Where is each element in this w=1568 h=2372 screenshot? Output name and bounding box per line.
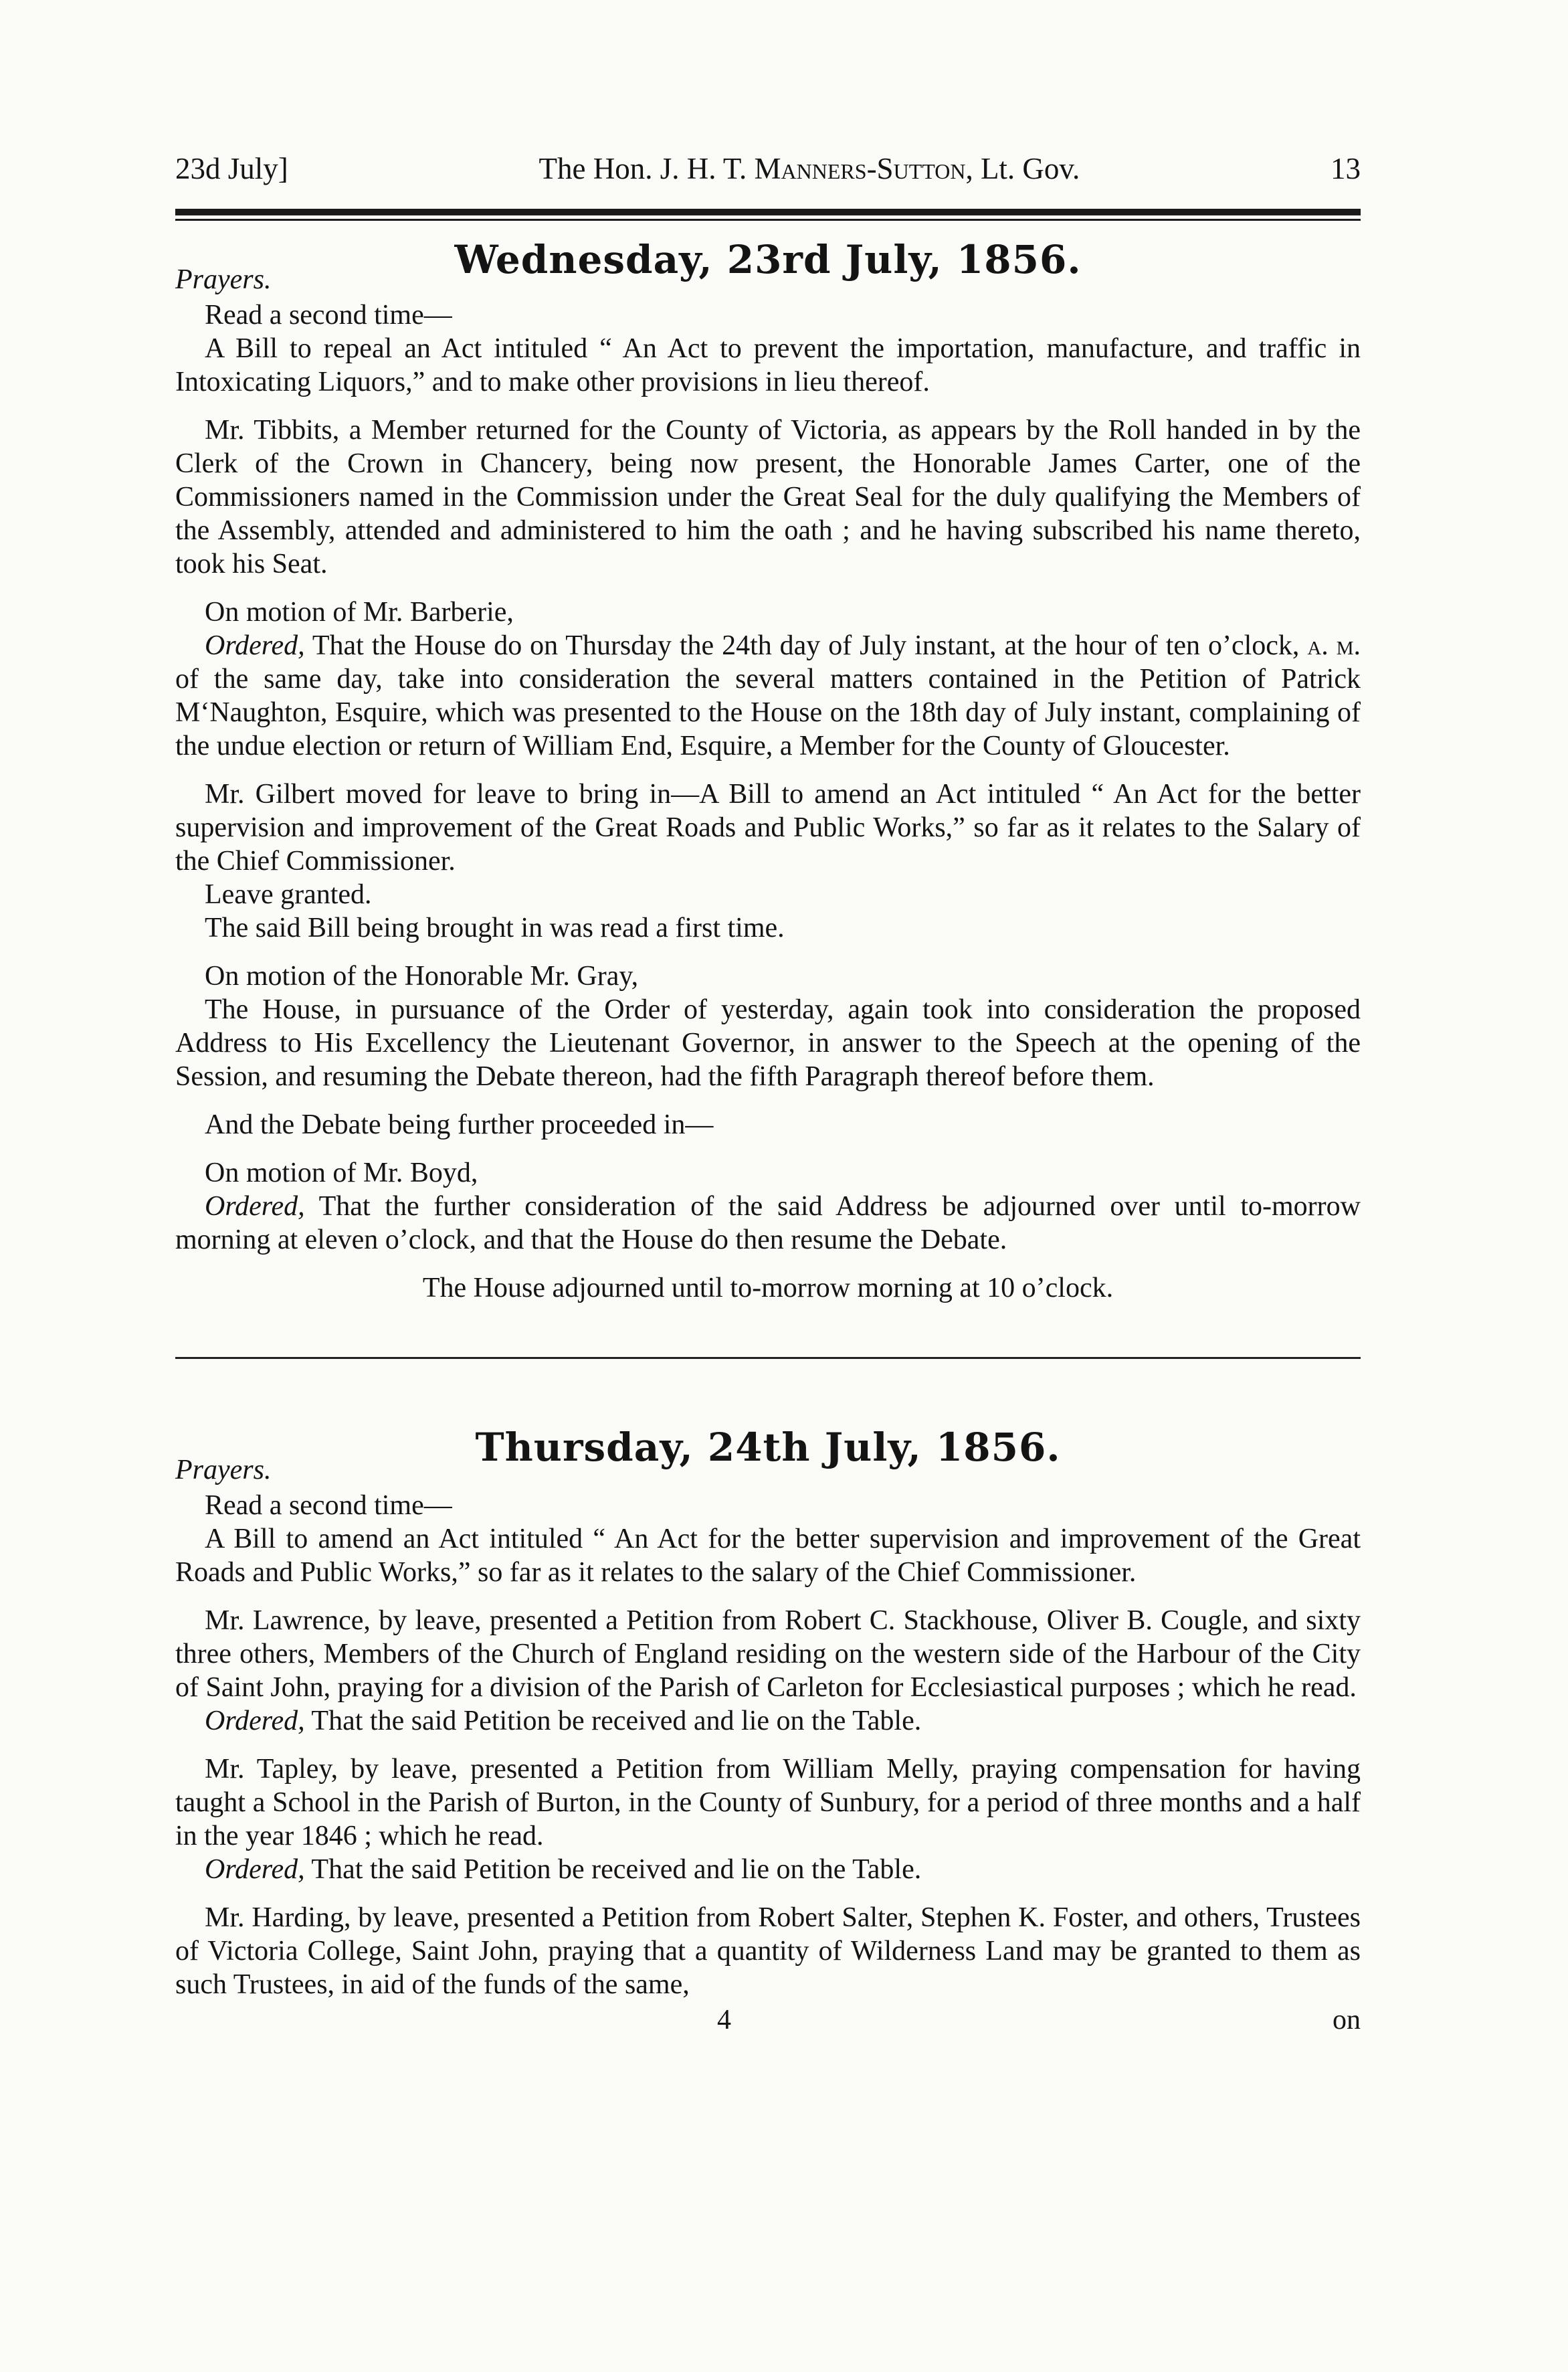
paragraph: On motion of Mr. Barberie, <box>205 597 514 628</box>
page-number: 13 <box>1331 152 1361 185</box>
paragraph: A Bill to amend an Act intituled “ An Act for the better supervision and improvement of the Great Roads and Public Works,” so far as it relates to the salary of the Chief Commissioner. <box>175 1524 1361 1588</box>
prayers-label: Prayers. <box>175 264 272 295</box>
ordered-label: Ordered, <box>205 1706 305 1736</box>
time-abbrev: a. m. <box>1307 630 1361 661</box>
prayers-label: Prayers. <box>175 1455 272 1485</box>
header-date: 23d July] <box>175 152 288 185</box>
ordered-label: Ordered, <box>205 1854 305 1885</box>
paragraph: The said Bill being brought in was read a first time. <box>205 913 785 943</box>
paragraph <box>175 1704 1361 1738</box>
paragraph: Mr. Tibbits, a Member returned for the County of Victoria, as appears by the Roll handed in by the Clerk of the Crown in Chancery, being now present, the Honorable James Carter, one of the Commissioners named in the Commission under the Great Seal for the duly qualifying the Members of the Assembly, attended and administered to him the oath ; and he having subscribed his name thereto, took his Seat. <box>175 415 1361 579</box>
paragraph-text: That the said Petition be received and lie on the Table. <box>304 1706 922 1736</box>
paragraph: Mr. Lawrence, by leave, presented a Petition from Robert C. Stackhouse, Oliver B. Cougle, and sixty three others, Members of the Church of England residing on the western side of the Harbour of the City of Saint John, praying for a division of the Parish of Carleton for Ecclesiastical purposes ; which he read. <box>175 1605 1361 1703</box>
catchword: on <box>1333 2005 1361 2035</box>
paragraph <box>175 629 1361 763</box>
paragraph: On motion of Mr. Boyd, <box>205 1158 478 1188</box>
day-heading-thursday <box>175 1425 1361 1489</box>
header-title-suffix: , Lt. Gov. <box>965 152 1080 185</box>
signature-mark: 4 <box>717 2005 731 2035</box>
header-rule-thick <box>175 209 1361 215</box>
header-title <box>288 151 1331 186</box>
paragraph: Read a second time— <box>205 1490 452 1521</box>
paragraph: Mr. Gilbert moved for leave to bring in—A Bill to amend an Act intituled “ An Act for the better supervision and improvement of the Great Roads and Public Works,” so far as it relates to the Salary of the Chief Commissioner. <box>175 779 1361 877</box>
paragraph: The House, in pursuance of the Order of yesterday, again took into consideration the proposed Address to His Excellency the Lieutenant Governor, in answer to the Speech at the opening of the Session, and resuming the Debate thereon, had the fifth Paragraph thereof before them. <box>175 994 1361 1092</box>
ordered-label: Ordered, <box>205 630 305 661</box>
adjournment-note: The House adjourned until to-morrow morning at 10 o’clock. <box>422 1273 1114 1303</box>
paragraph: Read a second time— <box>205 300 452 331</box>
header-title-prefix: The Hon. J. H. T. <box>538 152 755 185</box>
paragraph: And the Debate being further proceeded in— <box>205 1109 714 1140</box>
paragraph: A Bill to repeal an Act intituled “ An Act to prevent the importation, manufacture, and traffic in Intoxicating Liquors,” and to make other provisions in lieu thereof. <box>175 333 1361 397</box>
day-title: Wednesday, 23rd July, 1856. <box>454 237 1082 282</box>
paragraph <box>175 1190 1361 1257</box>
header-title-name: Manners-Sutton <box>754 152 966 185</box>
page-content <box>175 151 1361 2044</box>
paragraph-text: That the further consideration of the said Address be adjourned over until to-morrow morning at eleven o’clock, and that the House do then resume the Debate. <box>175 1191 1361 1255</box>
paragraph <box>175 1853 1361 1886</box>
day-heading-wednesday <box>175 234 1361 298</box>
paragraph-text: That the said Petition be received and lie on the Table. <box>304 1854 922 1885</box>
paragraph: On motion of the Honorable Mr. Gray, <box>205 961 639 992</box>
paragraph-text: That the House do on Thursday the 24th day of July instant, at the hour of ten o’clock, <box>304 630 1308 661</box>
paragraph: Mr. Tapley, by leave, presented a Petition from William Melly, praying compensation for having taught a School in the Parish of Burton, in the County of Sunbury, for a period of three months and a half in the year 1846 ; which he read. <box>175 1754 1361 1851</box>
header-rule-thin <box>175 219 1361 221</box>
day-title: Thursday, 24th July, 1856. <box>475 1425 1061 1470</box>
running-header <box>175 151 1361 194</box>
page-footer <box>175 2004 1361 2044</box>
ordered-label: Ordered, <box>205 1191 305 1222</box>
paragraph-text: of the same day, take into consideration the several matters contained in the Petition of Patrick M‘Naughton, Esquire, which was presented to the House on the 18th day of July instant, complaining of the undue election or return of William End, Esquire, a Member for the County of Gloucester. <box>175 664 1361 761</box>
paragraph: Mr. Harding, by leave, presented a Petition from Robert Salter, Stephen K. Foster, and others, Trustees of Victoria College, Saint John, praying that a quantity of Wilderness Land may be granted to them as such Trustees, in aid of the funds of the same, <box>175 1902 1361 2000</box>
section-divider <box>175 1357 1361 1359</box>
paragraph: Leave granted. <box>205 879 372 910</box>
